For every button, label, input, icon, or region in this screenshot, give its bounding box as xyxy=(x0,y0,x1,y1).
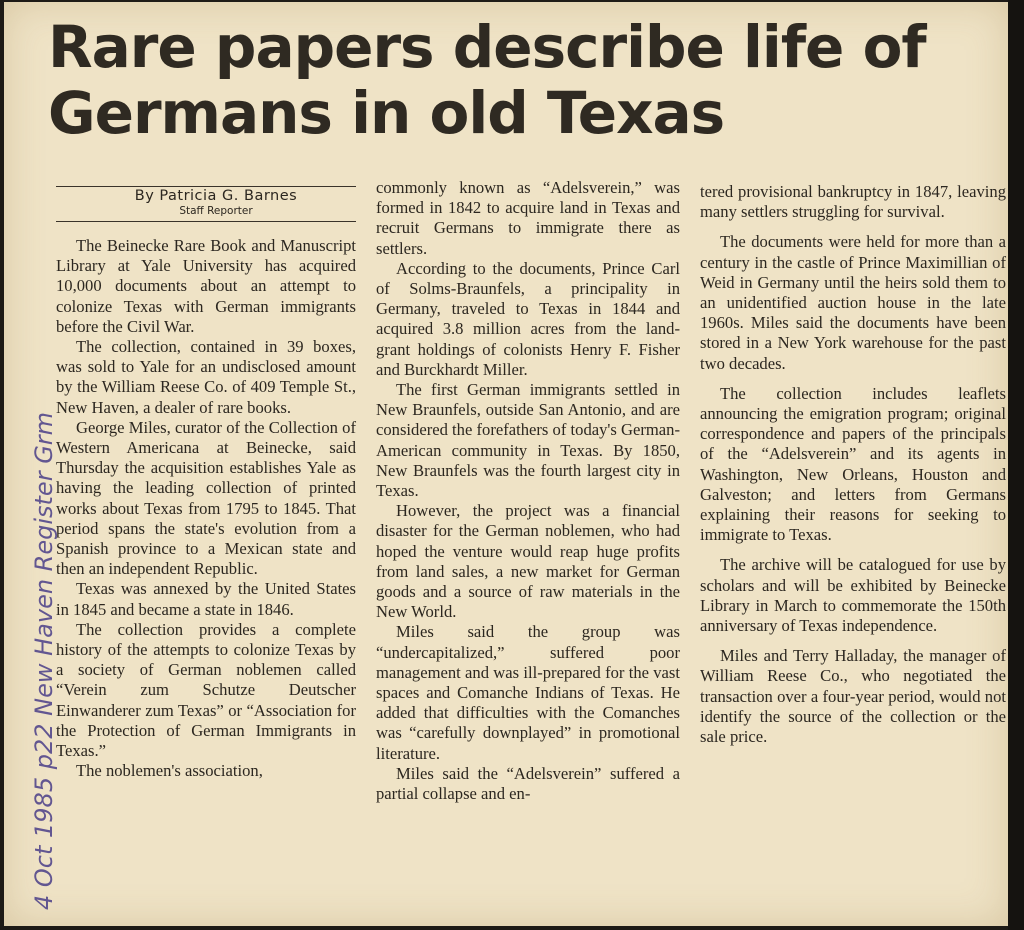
article-column-1 xyxy=(56,180,356,781)
byline-author: By Patricia G. Barnes xyxy=(134,188,298,204)
paragraph: The Beinecke Rare Book and Manuscript Library at Yale University has acquired 10,000 documents about an attempt to colonize Texas with German immigrants before the Civil War. xyxy=(56,236,356,336)
paragraph: commonly known as “Adelsverein,” was formed in 1842 to acquire land in Texas and recruit Germans to immigrate there as settlers. xyxy=(376,178,680,258)
handwritten-annotation: 4 Oct 1985 p22 New Haven Register Grm xyxy=(30,411,58,910)
paragraph: The noblemen's association, xyxy=(76,761,263,781)
paragraph: The documents were held for more than a century in the castle of Prince Maximillian of Weid in Germany until the heirs sold them to an unidentified auction house in the late 1960s. Miles said the documents have been stored in a New York warehouse for the past two decades. xyxy=(700,232,1006,373)
paragraph: According to the documents, Prince Carl of Solms-Braunfels, a principality in Germany, traveled to Texas in 1844 and acquired 3.8 million acres from the land-grant holdings of colonists Henry F. Fisher and Burckhardt Miller. xyxy=(376,258,680,379)
paragraph: Miles and Terry Halladay, the manager of William Reese Co., who negotiated the transaction over a four-year period, would not identify the source of the collection or the sale price. xyxy=(700,646,1006,747)
paragraph: The collection, contained in 39 boxes, was sold to Yale for an undisclosed amount by the William Reese Co. of 409 Temple St., New Haven, a dealer of rare books. xyxy=(56,337,356,417)
paragraph: Miles said the “Adelsverein” suffered a partial collapse and en- xyxy=(376,763,680,804)
paragraph: The first German immigrants settled in New Braunfels, outside San Antonio, and are considered the forefathers of today's German-American community in Texas. By 1850, New Braunfels was the fourth largest city in Texas. xyxy=(376,380,680,501)
paragraph: Miles said the group was “undercapitalized,” suffered poor management and was ill-prepared for the vast spaces and Comanche Indians of Texas. He added that difficulties with the Comanches was “carefully downplayed” in promotional literature. xyxy=(376,622,680,763)
background-edge xyxy=(1008,0,1024,930)
paragraph: tered provisional bankruptcy in 1847, leaving many settlers struggling for survival. xyxy=(700,182,1006,222)
paragraph: Texas was annexed by the United States in 1845 and became a state in 1846. xyxy=(56,579,356,619)
byline-title: Staff Reporter xyxy=(179,205,253,217)
paragraph: The collection provides a complete history of the attempts to colonize Texas by a society of German noblemen called “Verein zum Schutze Deutscher Einwanderer zum Texas” or “Association for the Protection of German Immigrants in Texas.” xyxy=(56,619,356,761)
headline: Rare papers describe life of Germans in old Texas xyxy=(48,13,926,147)
article-column-2 xyxy=(376,178,680,804)
byline-bottom-rule xyxy=(56,221,356,222)
paragraph: However, the project was a financial disaster for the German noblemen, who had hoped the venture would reap huge profits from land sales, a new market for German goods and a source of raw materials in the New World. xyxy=(376,501,680,622)
paragraph: George Miles, curator of the Collection of Western Americana at Beinecke, said Thursday the acquisition establishes Yale as having the leading collection of printed works about Texas from 1795 to 1845. That period spans the state's evolution from a Spanish province to a Mexican state and then an independent Republic. xyxy=(56,417,356,579)
article-column-3 xyxy=(700,182,1006,747)
paragraph: The archive will be catalogued for use by scholars and will be exhibited by Beinecke Library in March to commemorate the 150th anniversary of Texas independence. xyxy=(700,555,1006,636)
paragraph: The collection includes leaflets announcing the emigration program; original correspondence and papers of the principals of the “Adelsverein” and its agents in Washington, New Orleans, Houston and Galveston; and letters from Germans explaining their reasons for seeking to immigrate to Texas. xyxy=(700,383,1006,545)
